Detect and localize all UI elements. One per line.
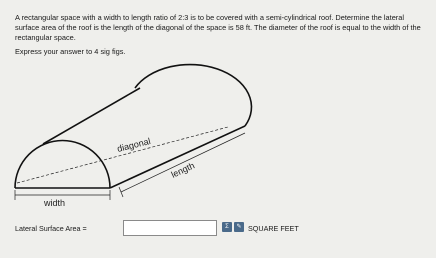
answer-input[interactable] [123,220,217,236]
answer-label: Lateral Surface Area = [15,224,87,233]
label-diagonal: diagonal [116,136,152,154]
back-arch [135,65,251,126]
label-length: length [169,160,197,180]
instruction-text: Express your answer to 4 sig figs. [15,47,126,56]
label-width: width [44,198,66,208]
problem-text: A rectangular space with a width to length ratio of 2:3 is to be covered with a semi-cylindrical roof. Determine the lateral surface area of the roof is the length of the diagonal of the space is 58 ft. The diameter of the roof is equal to the width of the rectangular space. [15,13,421,43]
base-side [110,126,245,188]
unit-label: SQUARE FEET [248,224,299,233]
length-tick [119,187,123,197]
top-ridge [43,88,140,144]
diagonal-line [17,127,228,183]
formula-icon[interactable]: Σ [222,222,232,232]
edit-icon[interactable]: ✎ [234,222,244,232]
answer-row [15,220,425,238]
front-arch [15,140,110,188]
